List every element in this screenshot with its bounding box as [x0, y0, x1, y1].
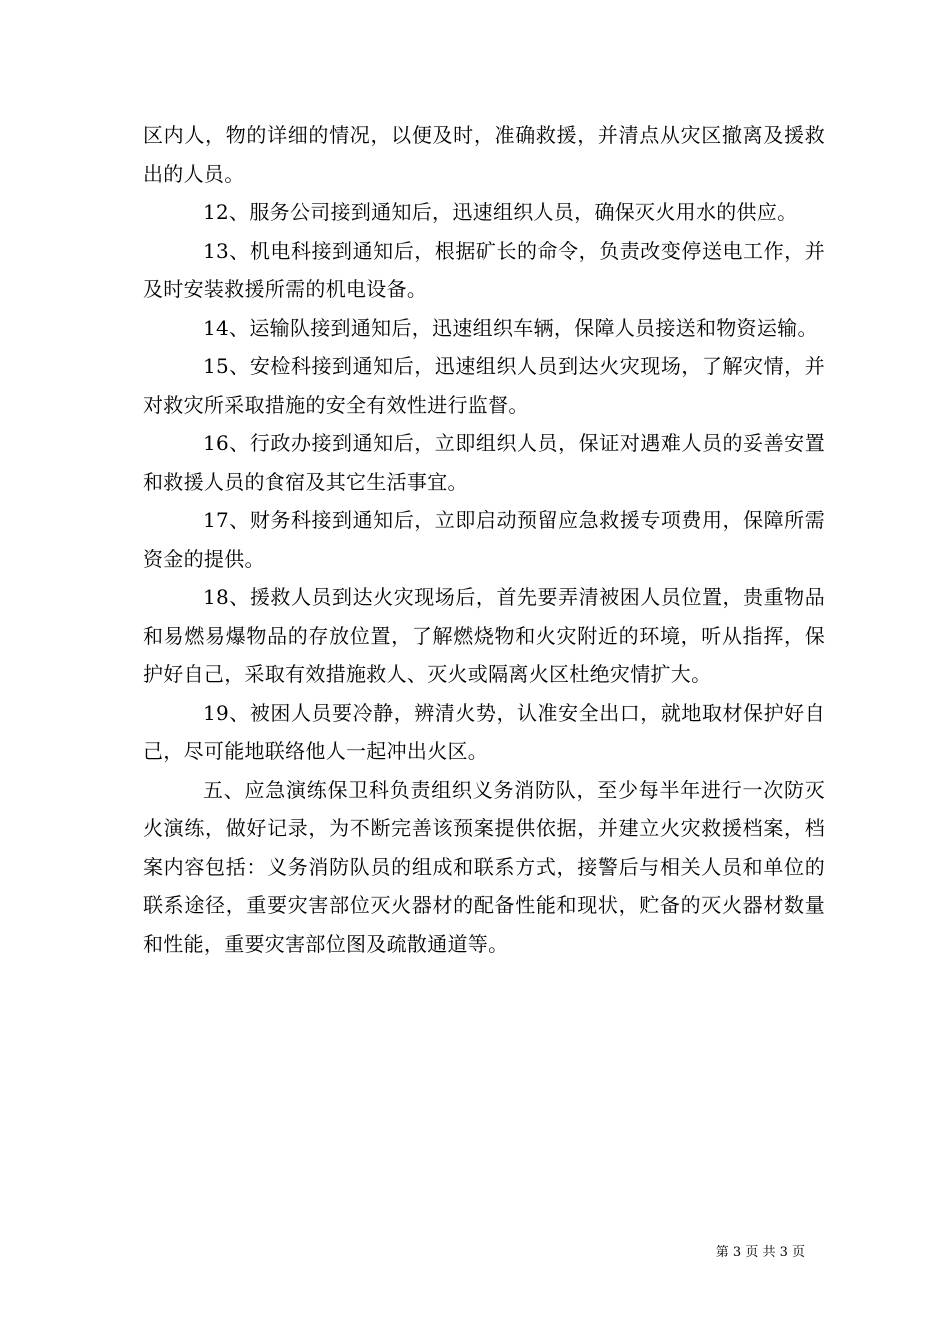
paragraph-9: 19、被困人员要冷静，辨清火势，认准安全出口，就地取材保护好自己，尽可能地联络他人一起冲出火区。 [143, 700, 825, 763]
paragraph-3: 13、机电科接到通知后，根据矿长的命令，负责改变停送电工作，并及时安装救援所需的机电设备。 [143, 238, 825, 301]
paragraph-2: 12、服务公司接到通知后，迅速组织人员，确保灭火用水的供应。 [203, 200, 798, 224]
paragraph-6: 16、行政办接到通知后，立即组织人员，保证对遇难人员的妥善安置和救援人员的食宿及其它生活事宜。 [143, 431, 825, 494]
paragraph-7: 17、财务科接到通知后，立即启动预留应急救援专项费用，保障所需资金的提供。 [143, 508, 825, 571]
paragraph-4: 14、运输队接到通知后，迅速组织车辆，保障人员接送和物资运输。 [203, 315, 818, 340]
page-number-footer: 第 3 页 共 3 页 [715, 1245, 805, 1260]
document-body [143, 116, 825, 963]
paragraph-10: 五、应急演练保卫科负责组织义务消防队，至少每半年进行一次防灭火演练，做好记录，为不断完善该预案提供依据，并建立火灾救援档案，档案内容包括：义务消防队员的组成和联系方式，接警后与相关人员和单位的联系途径，重要灾害部位灭火器材的配备性能和现状，贮备的灭火器材数量和性能，重要灾害部位图及疏散通道等。 [143, 777, 825, 956]
paragraph-1: 区内人，物的详细的情况，以便及时，准确救援，并清点从灾区撤离及援救出的人员。 [143, 123, 825, 186]
paragraph-5: 15、安检科接到通知后，迅速组织人员到达火灾现场，了解灾情，并对救灾所采取措施的安全有效性进行监督。 [143, 354, 825, 417]
paragraph-8: 18、援救人员到达火灾现场后，首先要弄清被困人员位置，贵重物品和易燃易爆物品的存放位置，了解燃烧物和火灾附近的环境，听从指挥，保护好自己，采取有效措施救人、灭火或隔离火区杜绝灾情扩大。 [143, 585, 825, 686]
